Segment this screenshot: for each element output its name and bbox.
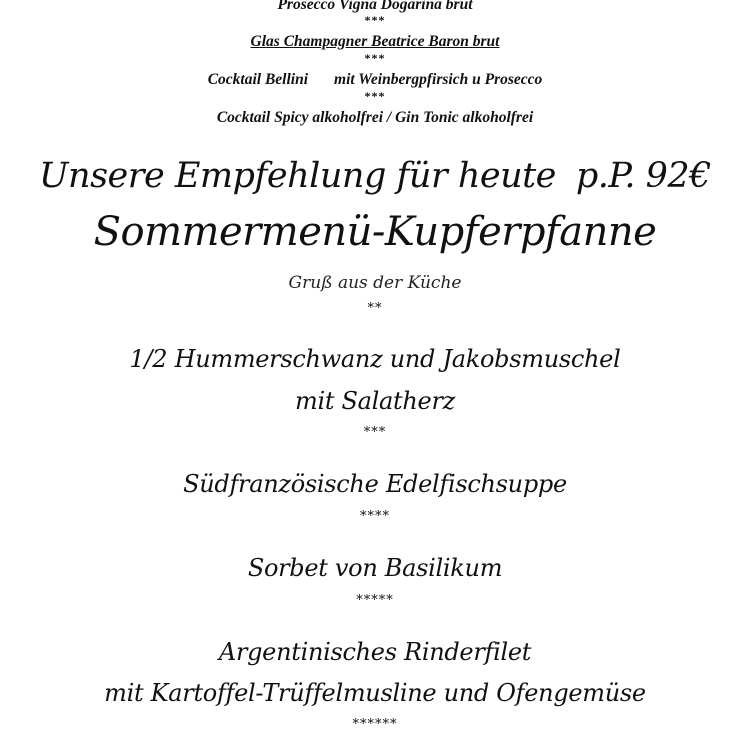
course-lobster-side: mit Salatherz: [295, 387, 455, 415]
drink-separator: ***: [364, 51, 386, 65]
menu-title: Sommermenü-Kupferpfanne: [93, 209, 657, 255]
course-lobster: 1/2 Hummerschwanz und Jakobsmuschel: [129, 345, 621, 373]
course-fish-soup: Südfranzösische Edelfischsuppe: [183, 470, 567, 498]
drink-champagne: Glas Champagner Beatrice Baron brut: [250, 33, 500, 50]
course-separator: ***: [363, 425, 387, 440]
drink-bellini: [0, 71, 750, 89]
course-separator: ******: [352, 717, 398, 732]
course-separator: **: [367, 301, 383, 316]
drink-bellini-name: Cocktail Bellini: [207, 71, 309, 88]
greeting-course: Gruß aus der Küche: [288, 273, 462, 293]
recommendation-text: Unsere Empfehlung für heute: [39, 156, 556, 196]
drink-separator: ***: [364, 89, 386, 103]
recommendation-heading: [0, 154, 750, 198]
course-separator: *****: [356, 593, 394, 608]
course-beef: Argentinisches Rinderfilet: [218, 638, 532, 666]
course-separator: ****: [360, 509, 390, 524]
menu-price: p.P. 92€: [575, 156, 711, 196]
course-sorbet: Sorbet von Basilikum: [247, 554, 503, 582]
drink-bellini-description: mit Weinbergpfirsich u Prosecco: [334, 71, 543, 88]
drink-separator: ***: [364, 13, 386, 27]
course-beef-side: mit Kartoffel-Trüffelmusline und Ofengemüse: [104, 679, 646, 707]
drink-prosecco: Prosecco Vigna Dogarina brut: [277, 0, 473, 13]
drink-spicy: Cocktail Spicy alkoholfrei / Gin Tonic alkoholfrei: [216, 109, 534, 126]
